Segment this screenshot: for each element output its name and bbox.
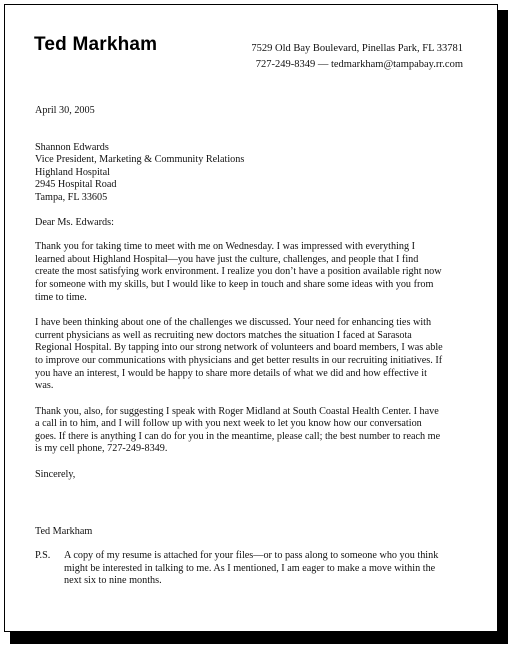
recipient-organization: Highland Hospital [35, 166, 110, 178]
postscript-label: P.S. [35, 550, 51, 562]
postscript-text: A copy of my resume is attached for your files—or to pass along to someone who you think might be interested in talking to me. As I mentioned, I am eager to make a move within the next six to nine months. [64, 550, 439, 587]
recipient-block [35, 142, 443, 205]
letter-body [35, 105, 443, 588]
postscript [35, 550, 443, 588]
letter-date: April 30, 2005 [35, 105, 95, 116]
salutation: Dear Ms. Edwards: [35, 216, 114, 228]
letterhead-address: 7529 Old Bay Boulevard, Pinellas Park, FL 33781 [251, 43, 463, 54]
recipient-title: Vice President, Marketing & Community Relations [35, 154, 245, 166]
letterhead-phone-email: 727-249-8349 — tedmarkham@tampabay.rr.com [255, 59, 463, 70]
closing: Sincerely, [35, 469, 76, 481]
recipient-city: Tampa, FL 33605 [35, 191, 108, 203]
recipient-street: 2945 Hospital Road [35, 179, 117, 191]
paragraph-1: Thank you for taking time to meet with me on Wednesday. I was impressed with everything I learned about Highland Hospital—you have just the culture, challenges, and people that I find create the most satisfying work environment. I realize you don’t have a position available right now for someone with my skills, but I would like to keep in touch and share some ideas with you from time to time. [35, 241, 442, 303]
letterhead-name: Ted Markham [34, 34, 158, 55]
recipient-name: Shannon Edwards [35, 141, 109, 153]
letter-page [4, 4, 498, 632]
signer-name: Ted Markham [35, 525, 93, 537]
paragraph-3: Thank you, also, for suggesting I speak with Roger Midland at South Coastal Health Center. I have a call in to him, and I will follow up with you next week to let you know how our conversation goes. If there is anything I can do for you in the meantime, please call; the best number to reach me is my cell phone, 727-249-8349. [35, 405, 441, 455]
paragraph-2: I have been thinking about one of the challenges we discussed. Your need for enhancing ties with current physicians as well as recruiting new doctors matches the situation I faced at Sarasota Regional Hospital. By tapping into our strong network of volunteers and board members, I was able to improve our communications with physicians and get better results in our recruiting initiatives. If you have an interest, I would be happy to share more details of what we did and how effective it was. [35, 317, 443, 392]
letterhead-contact [251, 41, 463, 73]
